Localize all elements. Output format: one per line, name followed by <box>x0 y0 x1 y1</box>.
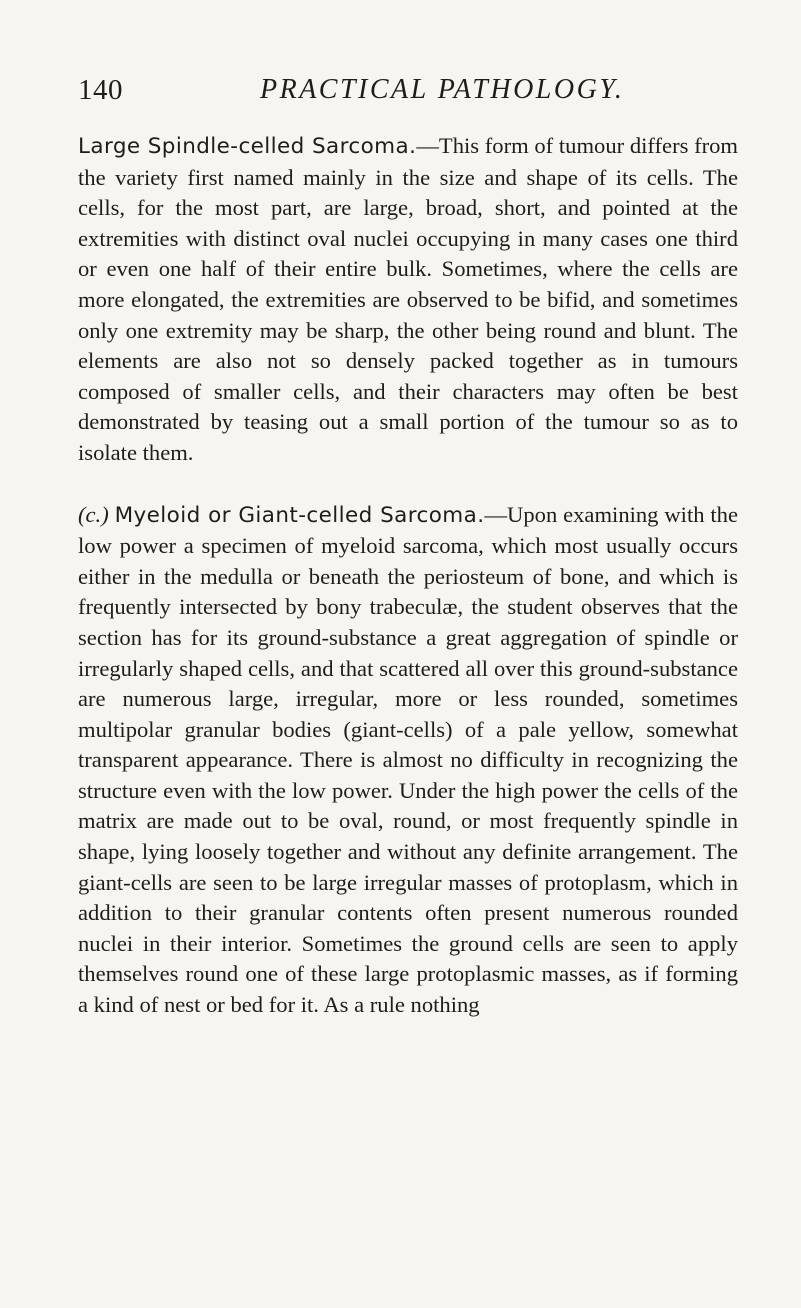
paragraph-text: —Upon examining with the low power a specimen of myeloid sarcoma, which most usually occurs either in the medulla or beneath the periosteum of bone, and which is frequently intersected by bony trabeculæ, the student observes that the section has for its ground-substance a great aggregation of spindle or irregularly shaped cells, and that scattered all over this ground-substance are numerous large, irregular, more or less rounded, sometimes multipolar granular bodies (giant-cells) of a pale yellow, somewhat transparent appearance. There is almost no difficulty in recognizing the structure even with the low power. Under the high power the cells of the matrix are made out to be oval, round, or most frequently spindle in shape, lying loosely together and without any definite arrangement. The giant-cells are seen to be large irregular masses of protoplasm, which in addition to their granular contents often present numerous rounded nuclei in their interior. Sometimes the ground cells are seen to apply themselves round one of these large protoplasmic masses, as if forming a kind of nest or bed for it. As a rule nothing <box>78 501 738 1018</box>
paragraph-large-spindle-celled-sarcoma <box>78 131 738 469</box>
page-number: 140 <box>78 74 123 106</box>
section-marker: (c.) <box>78 501 109 527</box>
running-title: PRACTICAL PATHOLOGY. <box>260 74 625 105</box>
section-heading: Large Spindle-celled Sarcoma. <box>78 134 417 159</box>
paragraph-text: —This form of tumour differs from the variety first named mainly in the size and shape of its cells. The cells, for the most part, are large, broad, short, and pointed at the extremities with distinct oval nuclei occupying in many cases one third or even one half of their entire bulk. Sometimes, where the cells are more elongated, the extremities are observed to be bifid, and sometimes only one extremity may be sharp, the other being round and blunt. The elements are also not so densely packed together as in tumours composed of smaller cells, and their characters may often be best demonstrated by teasing out a small portion of the tumour so as to isolate them. <box>78 133 738 465</box>
running-head <box>78 74 718 108</box>
section-heading: Myeloid or Giant-celled Sarcoma. <box>114 502 485 528</box>
paragraph-myeloid-sarcoma <box>78 500 738 1021</box>
body-text <box>78 131 738 1021</box>
